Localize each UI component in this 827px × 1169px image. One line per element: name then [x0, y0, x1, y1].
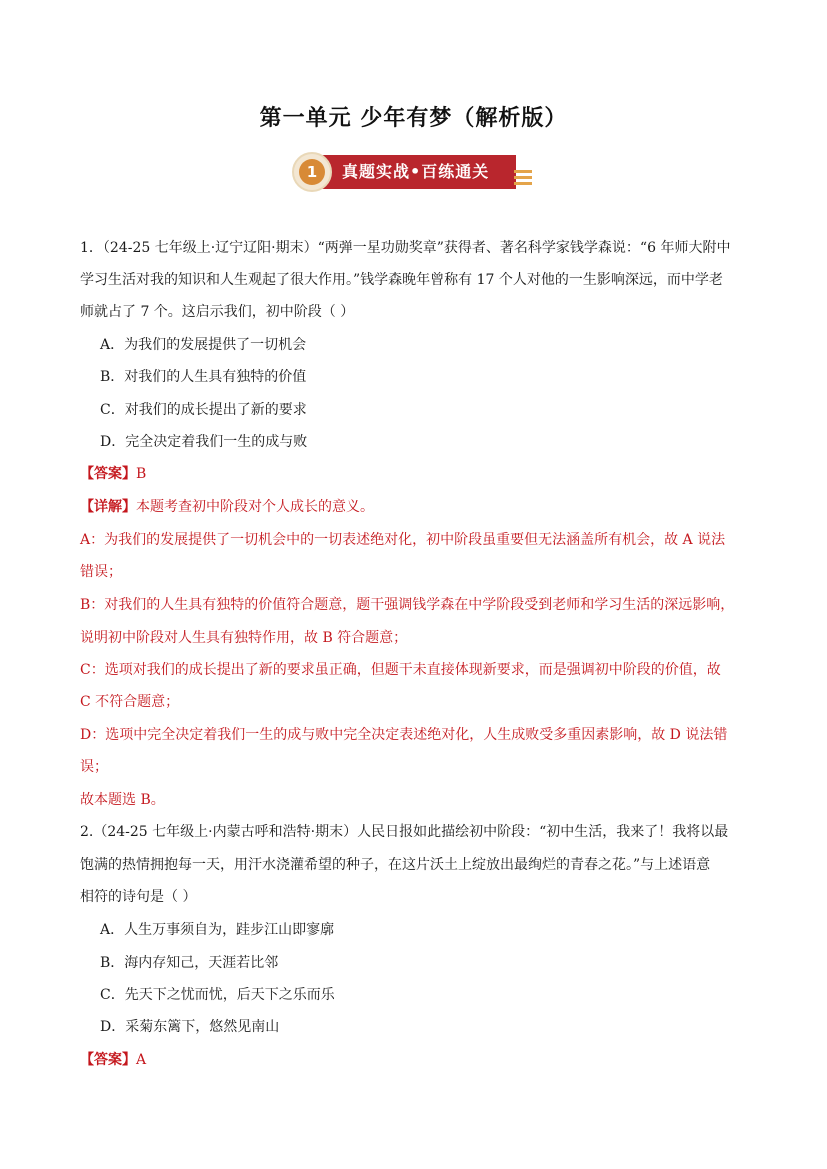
q1-stem-line: 师就占了 7 个。这启示我们，初中阶段（ ）	[80, 304, 355, 320]
section-banner	[292, 152, 534, 194]
detail-tag: 【详解】	[80, 499, 136, 515]
q1-option-a: A．为我们的发展提供了一切机会	[100, 337, 307, 353]
q1-analysis-line: 错误；	[80, 564, 122, 580]
q2-option-c: C．先天下之忧而忧，后天下之乐而乐	[100, 987, 335, 1003]
q1-analysis-line: 误；	[80, 759, 108, 775]
detail-text: 本题考查初中阶段对个人成长的意义。	[136, 499, 374, 515]
q1-analysis-line: A：为我们的发展提供了一切机会中的一切表述绝对化，初中阶段虽重要但无法涵盖所有机会，故 A 说法	[80, 532, 726, 548]
q2-option-d: D．采菊东篱下，悠然见南山	[100, 1019, 280, 1035]
q2-answer	[80, 1050, 146, 1070]
q2-stem-line: 饱满的热情拥抱每一天，用汗水浇灌希望的种子，在这片沃土上绽放出最绚烂的青春之花。”与上述语意	[80, 857, 711, 873]
answer-value: A	[136, 1052, 147, 1068]
q2-stem-line: 相符的诗句是（ ）	[80, 889, 197, 905]
q1-option-c: C．对我们的成长提出了新的要求	[100, 402, 307, 418]
q2-option-a: A．人生万事须自为，跬步江山即寥廓	[100, 922, 335, 938]
q1-analysis-line: B：对我们的人生具有独特的价值符合题意，题干强调钱学森在中学阶段受到老师和学习生活的深远影响，	[80, 597, 735, 613]
q1-analysis-line: C 不符合题意；	[80, 694, 180, 710]
answer-tag: 【答案】	[80, 1052, 136, 1068]
q1-conclusion: 故本题选 B。	[80, 792, 165, 808]
q1-analysis-line: C：选项对我们的成长提出了新的要求虽正确，但题干未直接体现新要求，而是强调初中阶段的价值，故	[80, 662, 721, 678]
banner-decoration-icon	[514, 170, 532, 188]
q1-stem-line: 学习生活对我的知识和人生观起了很大作用。”钱学森晚年曾称有 17 个人对他的一生影响深远，而中学老	[80, 272, 723, 288]
q1-analysis-line: 说明初中阶段对人生具有独特作用，故 B 符合题意；	[80, 630, 408, 646]
q1-analysis-line: D：选项中完全决定着我们一生的成与败中完全决定表述绝对化，人生成败受多重因素影响，故 D 说法错	[80, 727, 728, 743]
q2-stem-line: 2.（24-25 七年级上·内蒙古呼和浩特·期末）人民日报如此描绘初中阶段：“初中生活，我来了！我将以最	[80, 824, 729, 840]
q1-option-d: D．完全决定着我们一生的成与败	[100, 434, 308, 450]
q2-option-b: B．海内存知己，天涯若比邻	[100, 955, 279, 971]
banner-number: 1	[299, 159, 325, 185]
answer-value: B	[136, 466, 147, 482]
banner-text: 真题实战•百练通关	[342, 162, 490, 181]
banner-number-badge	[292, 152, 332, 192]
q1-detail	[80, 497, 374, 517]
q1-answer	[80, 464, 146, 484]
q1-stem-line: 1．（24-25 七年级上·辽宁辽阳·期末）“两弹一星功勋奖章”获得者、著名科学家钱学森说：“6 年师大附中	[80, 240, 731, 256]
answer-tag: 【答案】	[80, 466, 136, 482]
page-title: 第一单元 少年有梦（解析版）	[259, 106, 568, 131]
q1-option-b: B．对我们的人生具有独特的价值	[100, 369, 307, 385]
